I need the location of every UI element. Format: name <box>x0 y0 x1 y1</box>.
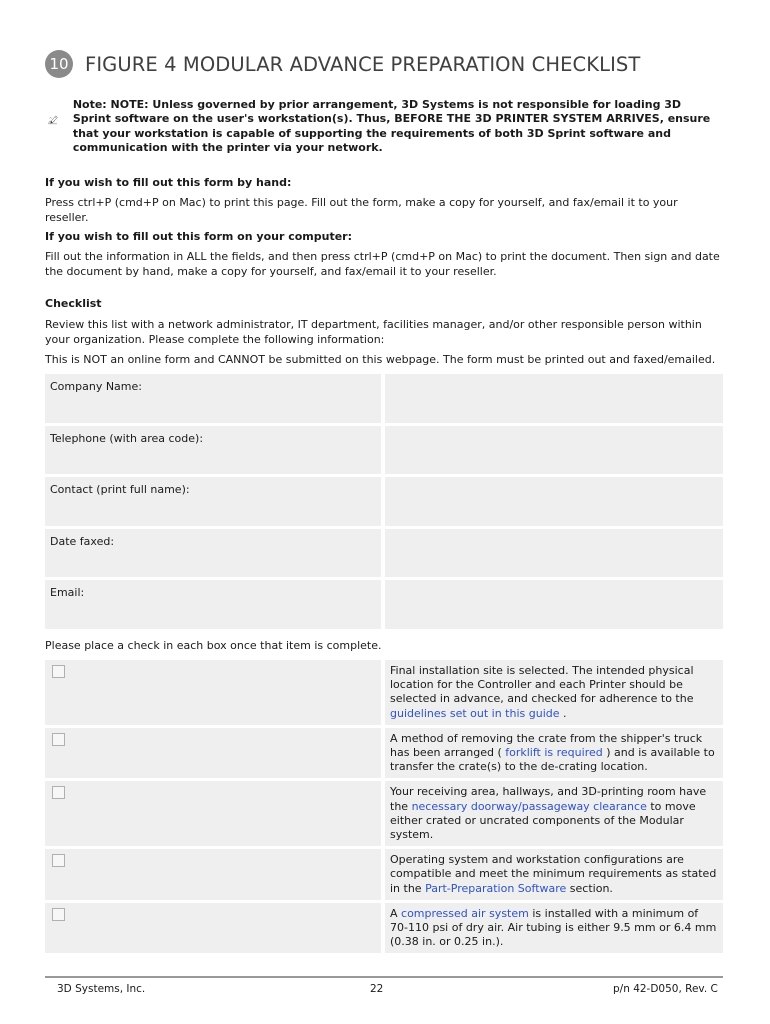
pen-writing-icon <box>47 100 59 140</box>
guidelines-link[interactable]: guidelines set out in this guide <box>390 706 560 720</box>
date-faxed-field[interactable] <box>385 529 723 578</box>
checklist-item <box>45 781 723 846</box>
contact-form <box>45 374 723 632</box>
check-instruction: Please place a check in each box once that item is complete. <box>45 639 382 652</box>
email-field[interactable] <box>385 580 723 629</box>
form-row <box>45 580 723 629</box>
item-text: . <box>559 706 567 720</box>
company-name-label: Company Name: <box>45 374 381 423</box>
footer-page-number: 22 <box>370 983 384 995</box>
checklist-item <box>45 660 723 725</box>
clearance-link[interactable]: necessary doorway/passageway clearance <box>411 799 647 813</box>
checklist-item <box>45 728 723 779</box>
checklist-warning: This is NOT an online form and CANNOT be submitted on this webpage. The form must be printed out and faxed/emailed. <box>45 353 716 366</box>
checkbox[interactable] <box>52 786 65 799</box>
note-text: Note: NOTE: Unless governed by prior arrangement, 3D Systems is not responsible for loading 3D Sprint software on the user's workstation(s). Thus, BEFORE THE 3D PRINTER SYSTEM ARRIVES, ensure that your workstation is capable of supporting the requirements of both 3D Sprint software and communication with the printer via your network. <box>72 98 711 154</box>
form-row <box>45 374 723 423</box>
contact-name-field[interactable] <box>385 477 723 526</box>
item-text: to move either crated or uncrated components of the Modular system. <box>390 799 696 842</box>
by-hand-heading: If you wish to fill out this form by hand: <box>45 176 292 189</box>
on-computer-text: Fill out the information in ALL the fields, and then press ctrl+P (cmd+P on Mac) to print the document. Then sign and date the document by hand, make a copy for yourself, and fax/email it to your reseller. <box>45 250 720 278</box>
item-text: ) and is available to transfer the crate(s) to the de-crating location. <box>390 746 715 774</box>
software-link[interactable]: Part-Preparation Software <box>425 881 567 895</box>
compressed-air-link[interactable]: compressed air system <box>401 906 529 920</box>
checkbox[interactable] <box>52 908 65 921</box>
by-hand-text: Press ctrl+P (cmd+P on Mac) to print this page. Fill out the form, make a copy for yourself, and fax/email it to your reseller. <box>45 196 678 224</box>
on-computer-heading: If you wish to fill out this form on your computer: <box>45 230 352 243</box>
note-block <box>47 98 712 155</box>
contact-name-label: Contact (print full name): <box>45 477 381 526</box>
item-text: Your receiving area, hallways, and 3D-printing room have the <box>390 785 707 813</box>
checkbox[interactable] <box>52 854 65 867</box>
checklist-intro: Review this list with a network administrator, IT department, facilities manager, and/or other responsible person within your organization. Please complete the following information: <box>45 318 702 346</box>
checkbox[interactable] <box>52 733 65 746</box>
item-text: A <box>390 906 402 920</box>
section-header <box>45 50 640 78</box>
date-faxed-label: Date faxed: <box>45 529 381 578</box>
telephone-field[interactable] <box>385 426 723 475</box>
item-text: A method of removing the crate from the shipper's truck has been arranged ( <box>390 731 703 760</box>
footer-part-number: p/n 42-D050, Rev. C <box>613 983 718 995</box>
footer-divider <box>45 976 723 978</box>
footer-company: 3D Systems, Inc. <box>57 983 146 995</box>
form-row <box>45 529 723 578</box>
checklist-heading: Checklist <box>45 297 102 310</box>
form-row <box>45 477 723 526</box>
item-text: is installed with a minimum of 70-110 psi of dry air. Air tubing is either 9.5 mm or 6.4 mm (0.38 in. or 0.25 in.). <box>390 906 717 949</box>
item-text: Final installation site is selected. The intended physical location for the Controller and each Printer should be selected in advance, and checked for adherence to the <box>390 664 694 706</box>
company-name-field[interactable] <box>385 374 723 423</box>
checklist-item <box>45 903 723 954</box>
section-number-badge: 10 <box>45 50 73 78</box>
page-title: FIGURE 4 MODULAR ADVANCE PREPARATION CHECKLIST <box>85 52 641 76</box>
form-row <box>45 426 723 475</box>
checkbox[interactable] <box>52 665 65 678</box>
forklift-link[interactable]: forklift is required <box>505 746 603 760</box>
item-text: Operating system and workstation configurations are compatible and meet the minimum requirements as stated in the <box>390 853 717 895</box>
item-text: section. <box>566 881 613 895</box>
telephone-label: Telephone (with area code): <box>45 426 381 475</box>
checklist-item <box>45 849 723 900</box>
email-label: Email: <box>45 580 381 629</box>
checklist-table <box>45 660 723 956</box>
